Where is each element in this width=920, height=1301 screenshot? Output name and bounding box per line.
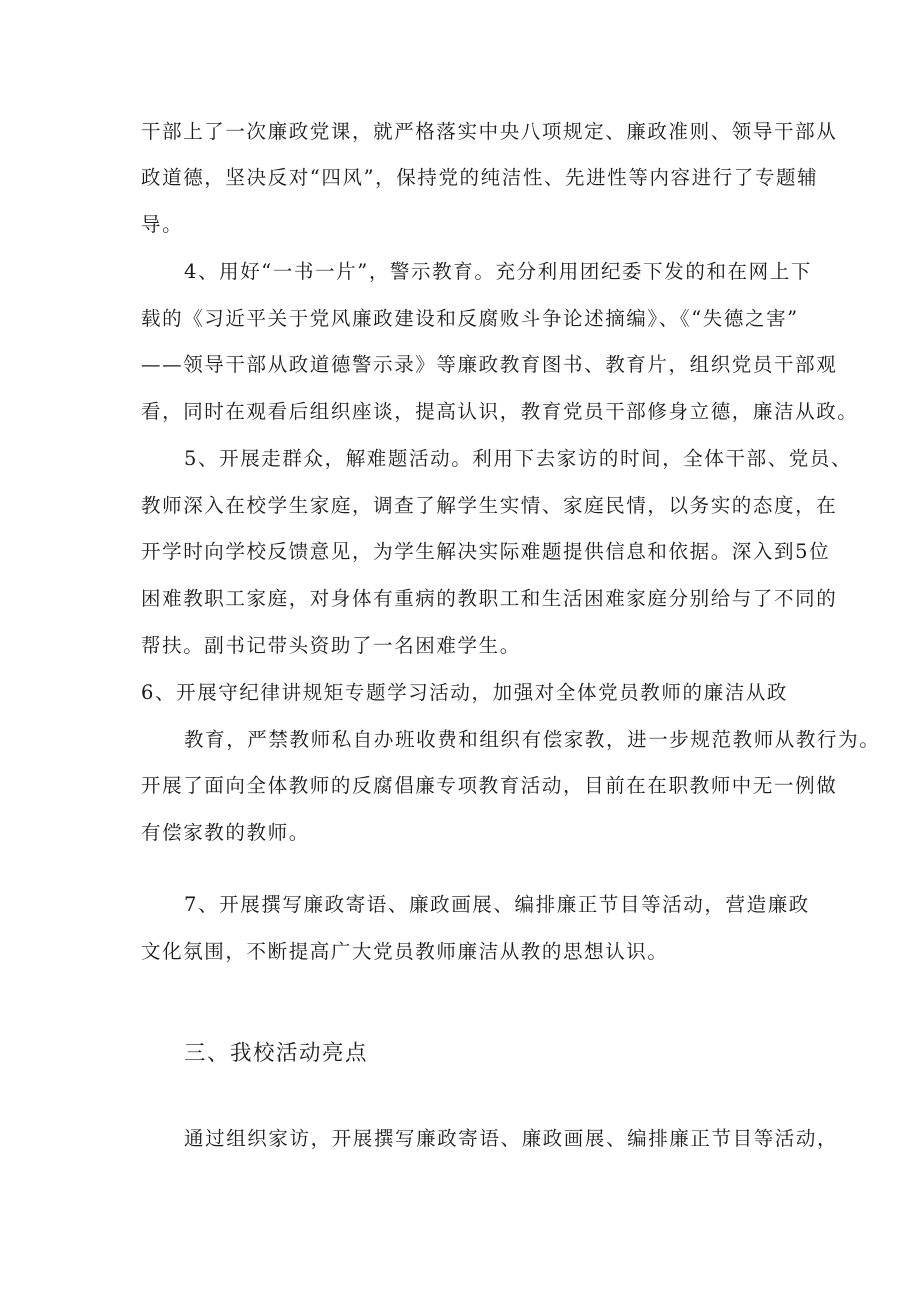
body-text-line: 困难教职工家庭，对身体有重病的教职工和生活困难家庭分别给与了不同的 <box>141 587 838 610</box>
body-text-line: 教师深入在校学生家庭，调查了解学生实情、家庭民情，以务实的态度，在 <box>141 494 838 517</box>
paragraph-6-start: 教育，严禁教师私自办班收费和组织有偿家教，进一步规范教师从教行为。 <box>184 728 881 751</box>
paragraph-4-start: 4、用好“一书一片”，警示教育。充分利用团纪委下发的和在网上下 <box>184 260 812 283</box>
body-text-line: 开学时向学校反馈意见，为学生解决实际难题提供信息和依据。深入到5位 <box>141 540 831 563</box>
body-text-line: 帮扶。副书记带头资助了一名困难学生。 <box>141 634 521 657</box>
paragraph-7-start: 7、开展撰写廉政寄语、廉政画展、编排廉正节目等活动，营造廉政 <box>184 893 810 916</box>
body-text-line: 干部上了一次廉政党课，就严格落实中央八项规定、廉政准则、领导干部从 <box>141 120 838 143</box>
body-text-line: 有偿家教的教师。 <box>141 821 310 844</box>
body-text-line: 文化氛围，不断提高广大党员教师廉洁从教的思想认识。 <box>141 940 669 963</box>
body-text-line: 看，同时在观看后组织座谈，提高认识，教育党员干部修身立德，廉洁从政。 <box>141 400 859 423</box>
body-text-line: 政道德，坚决反对“四风”，保持党的纯洁性、先进性等内容进行了专题辅 <box>141 166 819 189</box>
body-text-line: 载的《习近平关于党风廉政建设和反腐败斗争论述摘编》、《“失德之害” <box>141 307 799 330</box>
body-text-line: 导。 <box>141 213 184 236</box>
body-text-line: 6、开展守纪律讲规矩专题学习活动，加强对全体党员教师的廉洁从政 <box>141 681 789 704</box>
body-text-line: ——领导干部从政道德警示录》等廉政教育图书、教育片，组织党员干部观 <box>141 353 838 376</box>
body-text-line: 开展了面向全体教师的反腐倡廉专项教育活动，目前在在职教师中无一例做 <box>141 774 838 797</box>
section-heading: 三、我校活动亮点 <box>184 1041 369 1066</box>
paragraph-5-start: 5、开展走群众，解难题活动。利用下去家访的时间，全体干部、党员、 <box>184 447 853 470</box>
body-text-line: 通过组织家访，开展撰写廉政寄语、廉政画展、编排廉正节目等活动， <box>184 1127 839 1150</box>
